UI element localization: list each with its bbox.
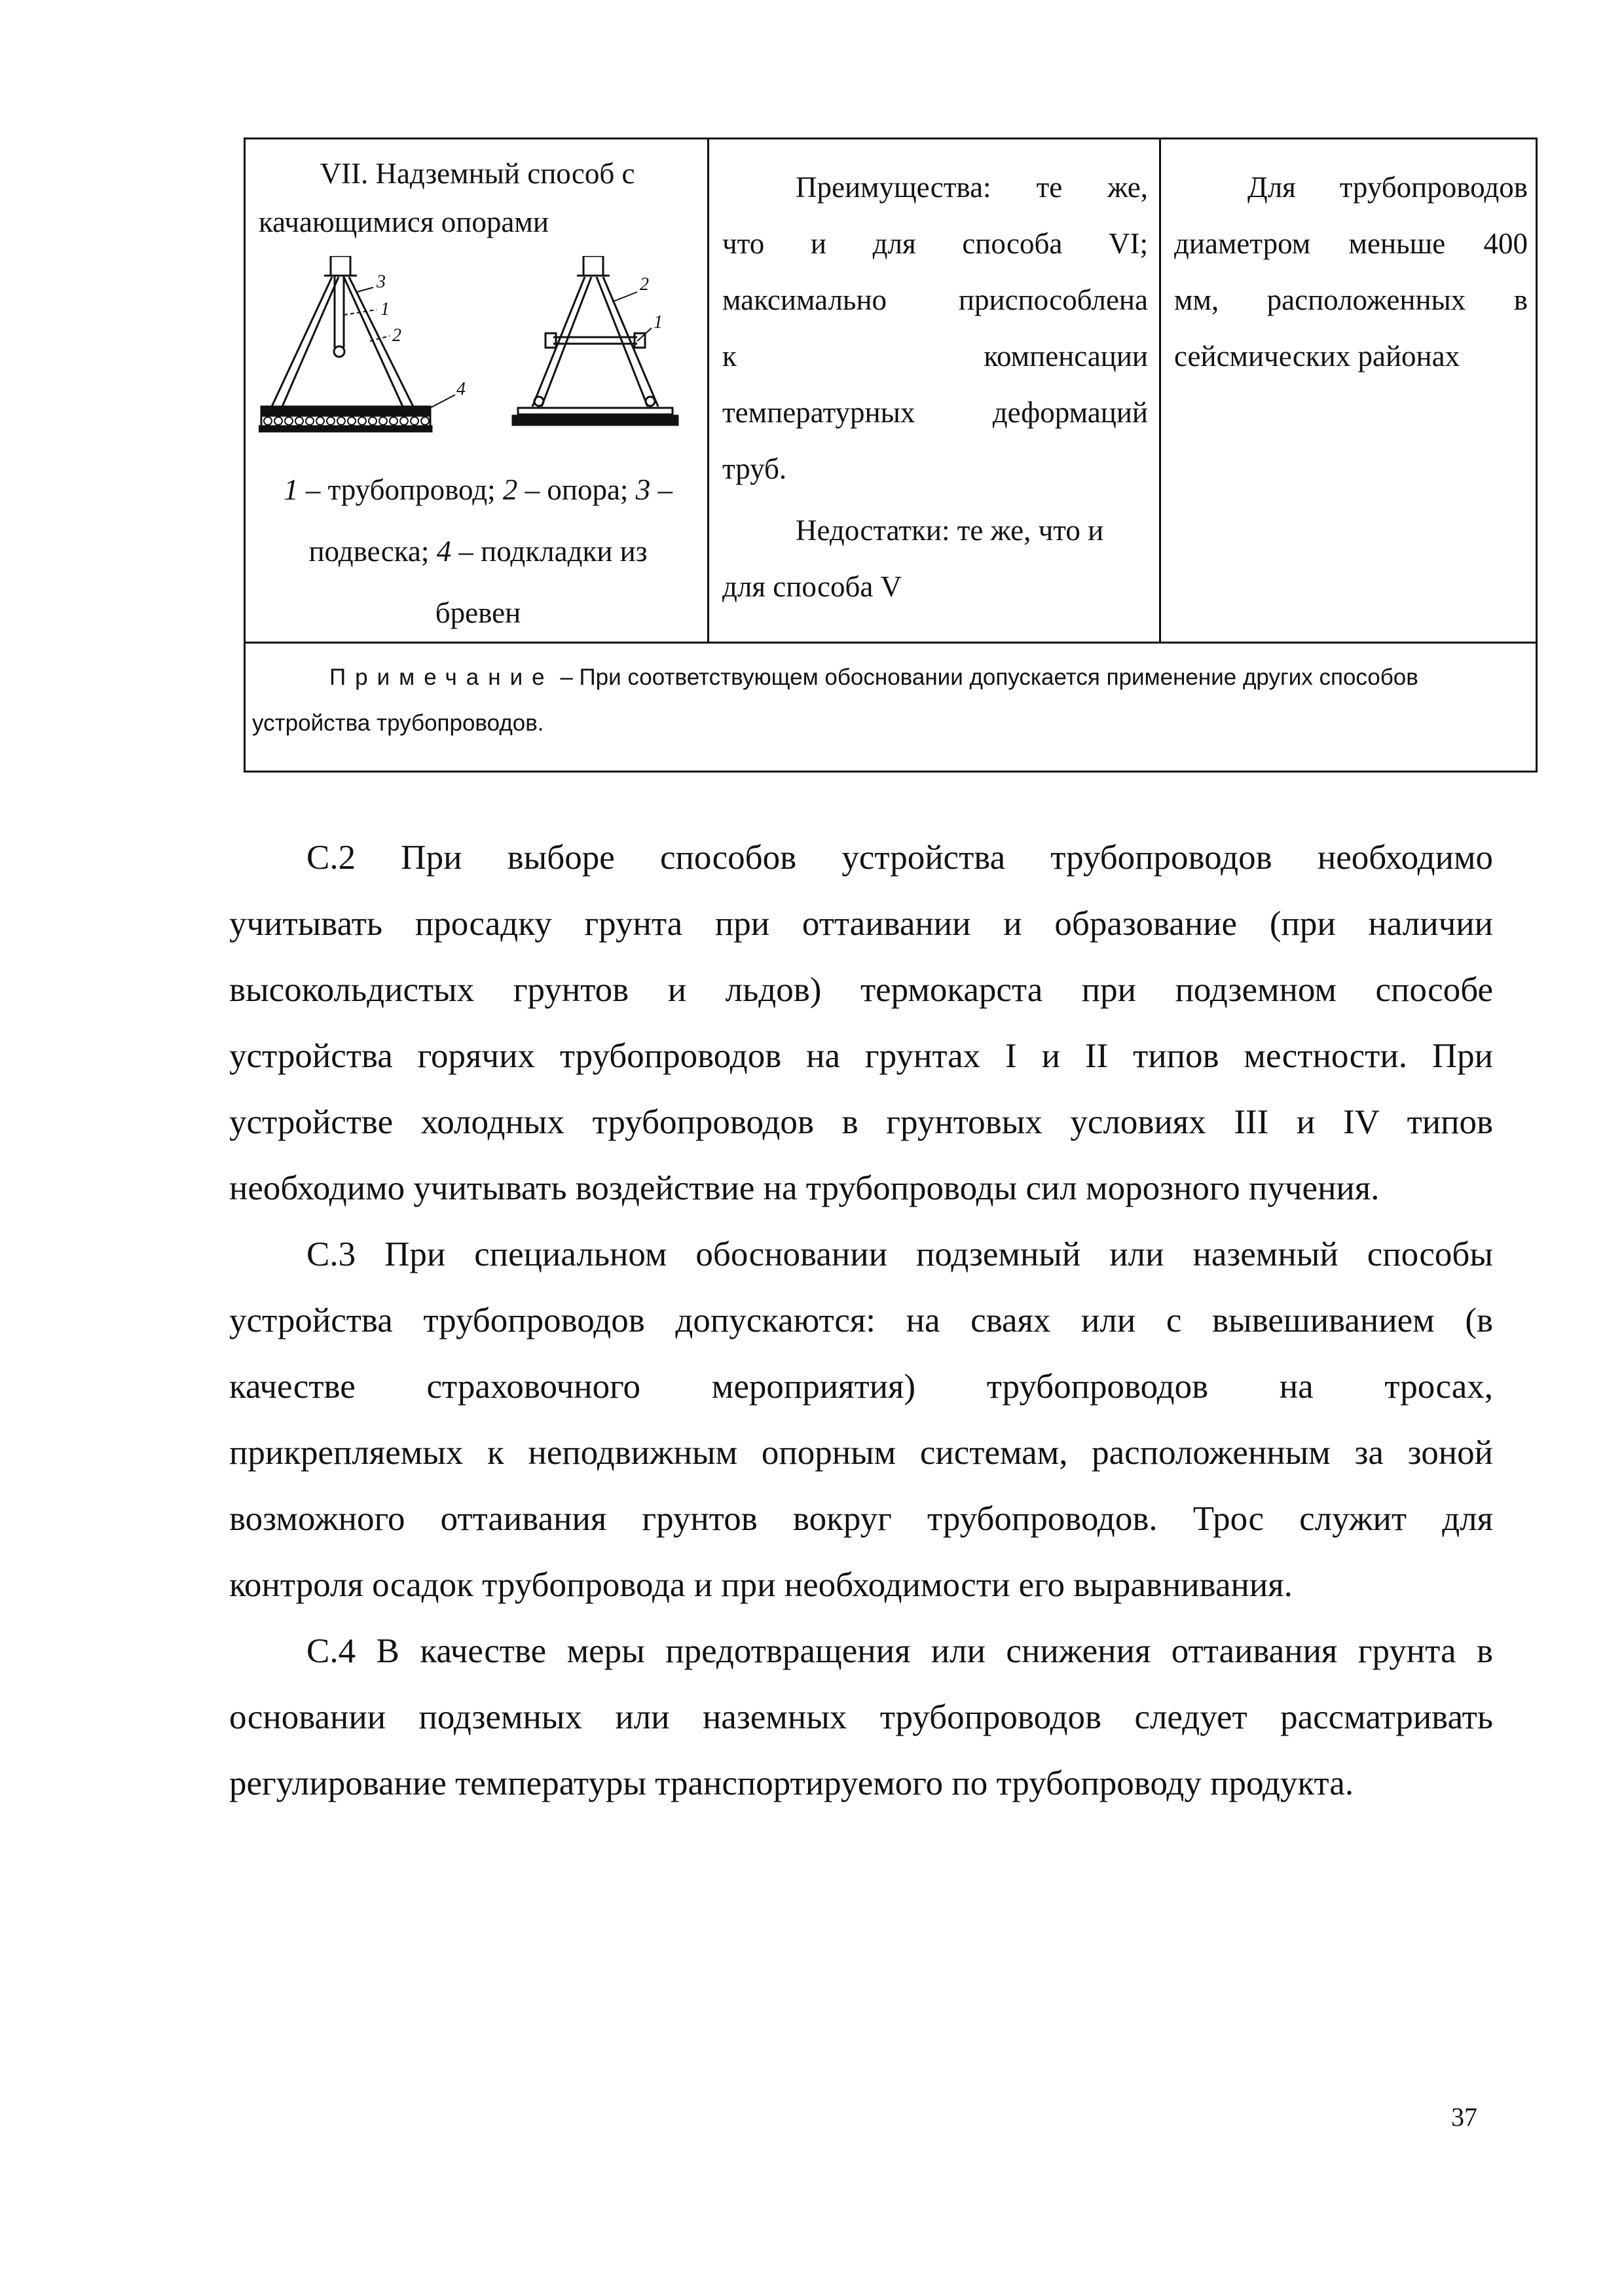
swinging-support-figure (259, 256, 697, 452)
application-line: мм, расположенных в (1174, 283, 1528, 316)
method-title-line: VII. Надземный способ с (320, 157, 635, 190)
figure-label: 1 (380, 299, 390, 319)
advantages-line: Преимущества: те же, (796, 171, 1148, 204)
advantages-line: температурных деформаций (722, 396, 1148, 429)
method-title (256, 145, 699, 242)
paragraph-line: С.2 При выборе способов устройства трубопроводов необходимо (306, 839, 1493, 877)
paragraph-c3 (229, 1222, 1493, 1618)
paragraph-line: регулирование температуры транспортируемого по трубопроводу продукта. (229, 1764, 1354, 1802)
table-cell-application (1161, 139, 1536, 642)
paragraph-c4 (229, 1618, 1493, 1817)
paragraph-line: устройства горячих трубопроводов на грунтах I и II типов местности. При (229, 1037, 1493, 1075)
paragraph-line: основании подземных или наземных трубопроводов следует рассматривать (229, 1698, 1493, 1736)
body-text (229, 825, 1493, 1817)
advantages-line: максимально приспособлена (722, 283, 1148, 316)
table-cell-assessment (709, 139, 1161, 642)
application-line: Для трубопроводов (1247, 171, 1528, 204)
paragraph-line: устройстве холодных трубопроводов в грунтовых условиях III и IV типов (229, 1103, 1493, 1141)
paragraph-line: устройства трубопроводов допускаются: на сваях или с вывешиванием (в (229, 1302, 1493, 1339)
paragraph-line: качестве страховочного мероприятия) трубопроводов на тросах, (229, 1368, 1493, 1406)
note-line (329, 665, 1528, 691)
figure-label: 3 (377, 272, 386, 292)
paragraph-line: необходимо учитывать воздействие на трубопроводы сил морозного пучения. (229, 1169, 1380, 1207)
method-table (244, 137, 1538, 773)
disadvantages-line: для способа V (722, 570, 902, 603)
page-number: 37 (1451, 2102, 1477, 2132)
paragraph-line: прикрепляемых к неподвижным опорным системам, расположенным за зоной (229, 1434, 1493, 1472)
legend-line: 1 – трубопровод; 2 – опора; 3 – (284, 473, 673, 506)
figure-legend (252, 459, 704, 644)
paragraph-line: учитывать просадку грунта при оттаивании и образование (при наличии (229, 905, 1493, 943)
figure-label: 2 (392, 325, 401, 346)
advantages-text (722, 159, 1148, 615)
advantages-line: к компенсации (722, 340, 1148, 373)
method-title-line: качающимися опорами (259, 206, 549, 238)
note-line: устройства трубопроводов. (252, 710, 544, 736)
paragraph-line: высокольдистых грунтов и льдов) термокарста при подземном способе (229, 971, 1493, 1009)
figure-label: 1 (654, 312, 663, 333)
table-note (246, 644, 1536, 771)
legend-line: бревен (435, 596, 521, 629)
left-support-cap (331, 256, 350, 276)
table-cell-method (246, 139, 709, 642)
legend-line: подвеска; 4 – подкладки из (308, 535, 648, 568)
paragraph-line: контроля осадок трубопровода и при необходимости его выравнивания. (229, 1566, 1293, 1604)
note-text: – При соответствующем обосновании допускается применение других способов (553, 665, 1418, 690)
paragraph-line: С.4 В качестве меры предотвращения или снижения оттаивания грунта в (306, 1632, 1493, 1670)
paragraph-line: возможного оттаивания грунтов вокруг трубопроводов. Трос служит для (229, 1500, 1493, 1538)
application-line: диаметром меньше 400 (1174, 227, 1528, 260)
paragraph-line: С.3 При специальном обосновании подземный или наземный способы (306, 1235, 1493, 1273)
application-text (1174, 159, 1528, 384)
advantages-line: что и для способа VI; (722, 227, 1148, 260)
table-row (246, 139, 1536, 644)
advantages-line: труб. (722, 452, 787, 485)
disadvantages-line: Недостатки: те же, что и (796, 514, 1104, 547)
figure-label: 4 (456, 379, 466, 399)
application-line: сейсмических районах (1174, 340, 1460, 373)
figure-label: 2 (640, 274, 649, 295)
paragraph-c2 (229, 825, 1493, 1222)
note-label: Примечание (329, 665, 554, 690)
